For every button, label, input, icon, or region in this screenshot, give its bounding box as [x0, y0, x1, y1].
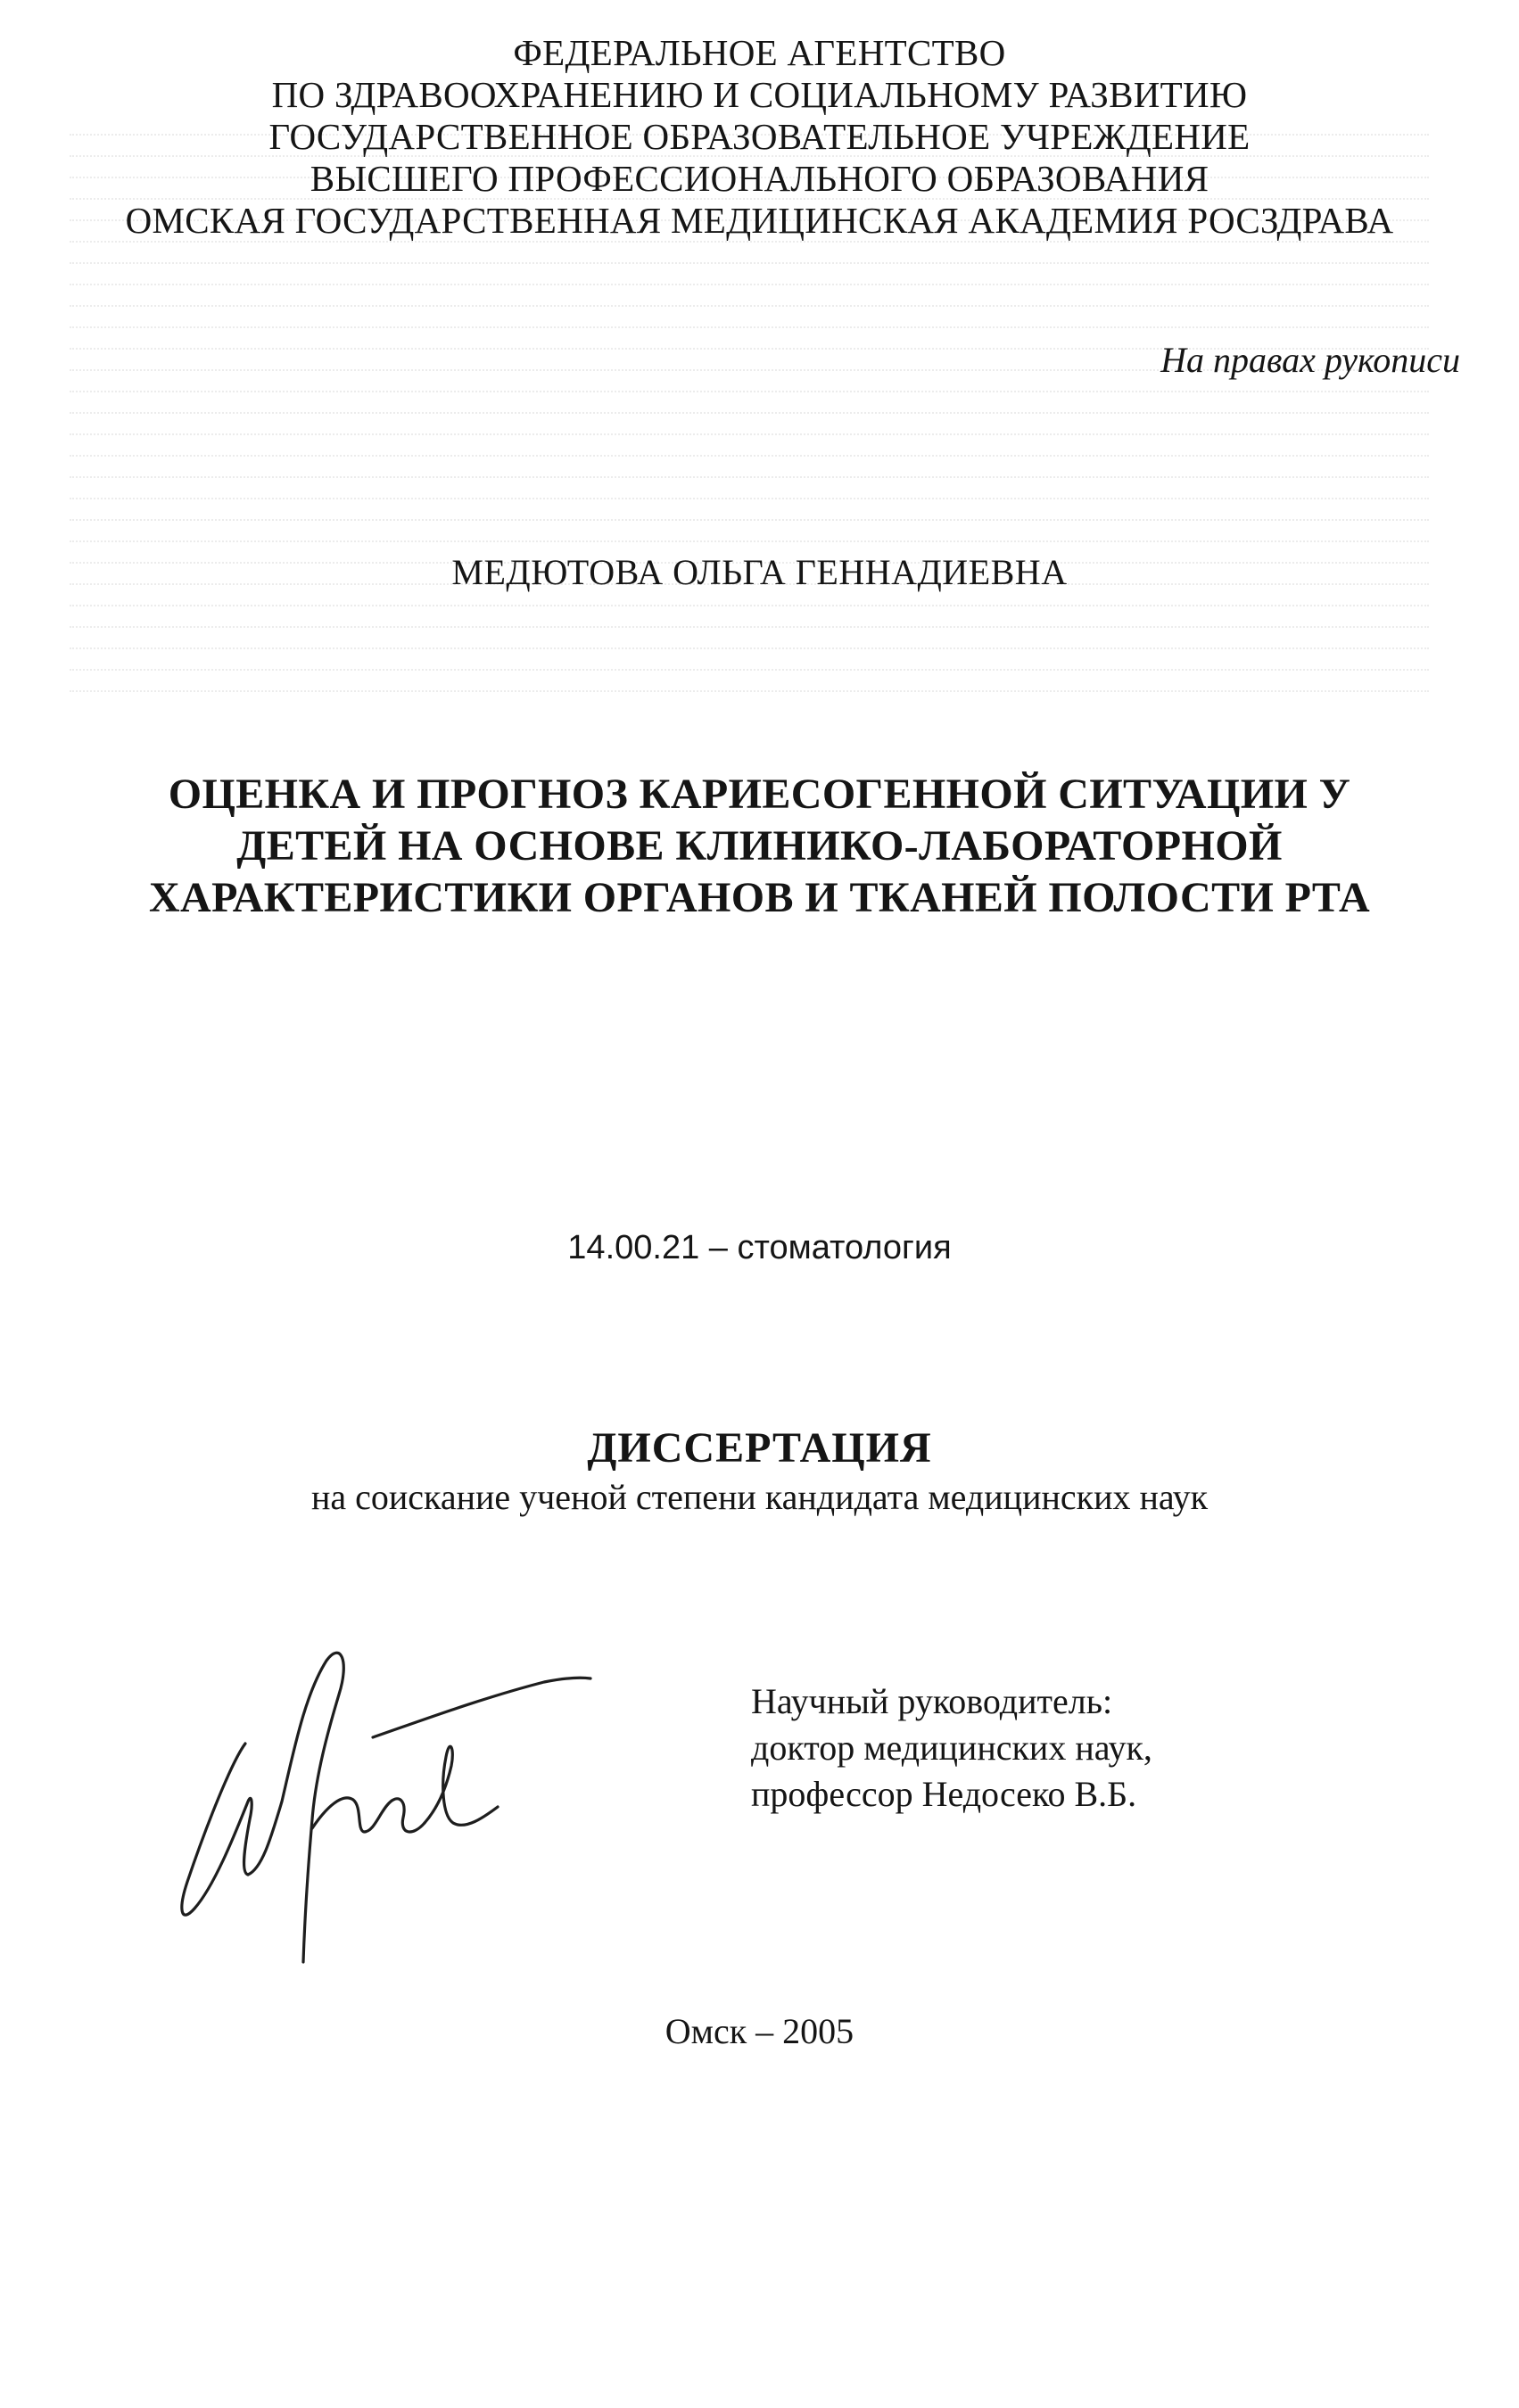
header-line: ФЕДЕРАЛЬНОЕ АГЕНТСТВО — [513, 32, 1006, 73]
title-line: ХАРАКТЕРИСТИКИ ОРГАНОВ И ТКАНЕЙ ПОЛОСТИ РТА — [148, 874, 1371, 921]
header-line: ПО ЗДРАВООХРАНЕНИЮ И СОЦИАЛЬНОМУ РАЗВИТИЮ — [271, 74, 1248, 115]
manuscript-rights-note: На правах рукописи — [1160, 340, 1460, 380]
header-line: ГОСУДАРСТВЕННОЕ ОБРАЗОВАТЕЛЬНОЕ УЧРЕЖДЕНИЕ — [268, 116, 1251, 157]
handwritten-signature — [152, 1641, 615, 1980]
scientific-supervisor — [751, 1678, 1152, 1818]
author-name: МЕДЮТОВА ОЛЬГА ГЕННАДИЕВНА — [451, 552, 1068, 592]
degree-statement: на соискание ученой степени кандидата медицинских наук — [310, 1477, 1209, 1517]
specialty-code: 14.00.21 – стоматология — [567, 1229, 952, 1266]
place-and-year: Омск – 2005 — [665, 2011, 854, 2051]
header-line: ВЫСШЕГО ПРОФЕССИОНАЛЬНОГО ОБРАЗОВАНИЯ — [310, 158, 1209, 199]
supervisor-line: профессор Недосеко В.Б. — [751, 1774, 1137, 1814]
document-type: ДИССЕРТАЦИЯ — [587, 1424, 932, 1472]
supervisor-line: доктор медицинских наук, — [751, 1728, 1152, 1768]
supervisor-line: Научный руководитель: — [751, 1681, 1113, 1721]
header-line: ОМСКАЯ ГОСУДАРСТВЕННАЯ МЕДИЦИНСКАЯ АКАДЕМИЯ РОСЗДРАВА — [125, 200, 1394, 241]
dissertation-title — [0, 769, 1519, 924]
title-line: ДЕТЕЙ НА ОСНОВЕ КЛИНИКО-ЛАБОРАТОРНОЙ — [236, 822, 1283, 870]
institution-header — [0, 32, 1519, 242]
title-line: ОЦЕНКА И ПРОГНОЗ КАРИЕСОГЕННОЙ СИТУАЦИИ У — [168, 771, 1351, 818]
